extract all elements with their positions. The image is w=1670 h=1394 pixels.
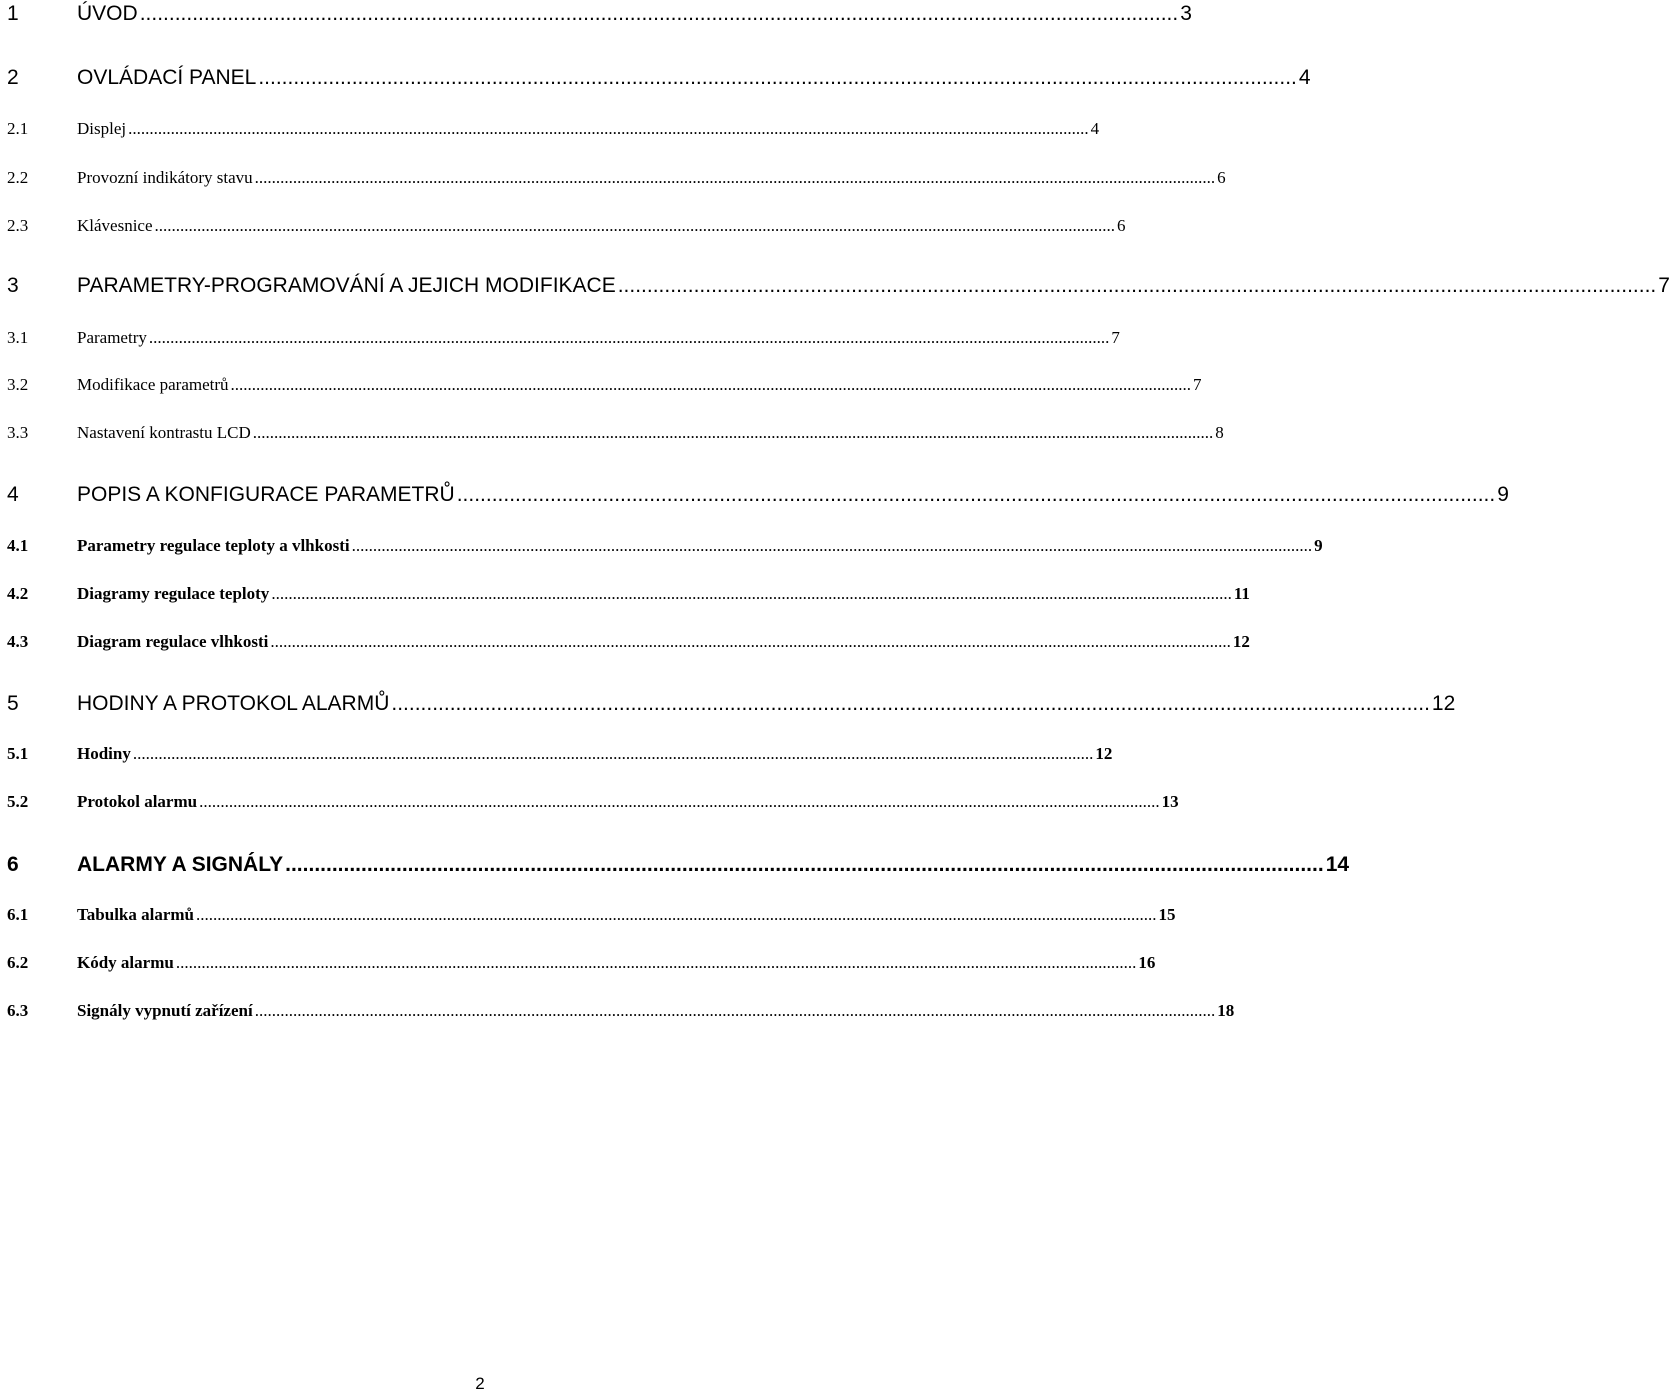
toc-entry-page: 14	[1325, 853, 1350, 876]
page-number: 2	[475, 1374, 485, 1393]
toc-dot-leader: ..................................................................................................................................................................................................................................	[175, 953, 1137, 972]
toc-entry-page: 6	[1217, 168, 1226, 187]
toc-entry-2[interactable]	[7, 66, 1311, 98]
toc-entry-number: 3.2	[7, 375, 29, 394]
toc-entry-page: 4	[1298, 66, 1311, 89]
toc-dot-leader: ..................................................................................................................................................................................	[391, 692, 1430, 715]
toc-dot-leader: ..................................................................................................................................................................................................................................	[154, 216, 1116, 235]
toc-entry-title: Modifikace parametrů	[77, 375, 229, 394]
toc-entry-page: 3	[1180, 2, 1192, 25]
toc-entry-title: Diagramy regulace teploty	[77, 584, 270, 603]
toc-entry-title: Protokol alarmu	[77, 792, 198, 811]
toc-entry-title: POPIS A KONFIGURACE PARAMETRŮ	[77, 483, 455, 506]
toc-dot-leader: ..................................................................................................................................................................................................................................	[351, 536, 1313, 555]
toc-dot-leader: ..................................................................................................................................................................................................................................	[271, 584, 1232, 603]
toc-entry-number: 4	[7, 483, 19, 506]
toc-entry-page: 9	[1497, 483, 1509, 506]
toc-entry-number: 5	[7, 692, 19, 715]
toc-entry-2-1[interactable]	[7, 119, 1100, 147]
toc-dot-leader: ..................................................................................................................................................................................................................................	[254, 168, 1216, 187]
toc-entry-page: 4	[1090, 119, 1100, 138]
toc-entry-4-1[interactable]	[7, 536, 1323, 564]
toc-dot-leader: ..................................................................................................................................................................................................................................	[128, 119, 1089, 138]
toc-dot-leader: ..................................................................................................................................................................................................................................	[252, 423, 1214, 442]
toc-entry-title: Diagram regulace vlhkosti	[77, 632, 269, 651]
toc-entry-6-3[interactable]	[7, 1001, 1235, 1029]
toc-entry-page: 18	[1217, 1001, 1235, 1020]
toc-entry-number: 1	[7, 2, 19, 25]
toc-entry-3-2[interactable]	[7, 375, 1202, 403]
toc-entry-page: 11	[1233, 584, 1250, 603]
toc-entry-number: 4.2	[7, 584, 29, 603]
toc-dot-leader: ..................................................................................................................................................................................................................................	[132, 744, 1094, 763]
toc-entry-number: 5.2	[7, 792, 29, 811]
toc-entry-5-2[interactable]	[7, 792, 1179, 820]
toc-entry-title: Signály vypnutí zařízení	[77, 1001, 253, 1020]
toc-dot-leader: ..................................................................................................................................................................................	[617, 274, 1657, 297]
toc-entry-title: Tabulka alarmů	[77, 905, 194, 924]
toc-entry-page: 6	[1117, 216, 1126, 235]
toc-entry-3-3[interactable]	[7, 423, 1224, 451]
toc-entry-5-1[interactable]	[7, 744, 1113, 772]
toc-entry-number: 3	[7, 274, 19, 297]
toc-dot-leader: ..................................................................................................................................................................................................................................	[199, 792, 1160, 811]
toc-entry-4-2[interactable]	[7, 584, 1250, 612]
toc-entry-number: 3.3	[7, 423, 29, 442]
toc-entry-title: ALARMY A SIGNÁLY	[77, 853, 284, 876]
toc-entry-title: ÚVOD	[77, 2, 138, 25]
toc-dot-leader: ..................................................................................................................................................................................	[258, 66, 1297, 89]
toc-entry-title: Displej	[77, 119, 127, 138]
toc-dot-leader: ..................................................................................................................................................................................................................................	[254, 1001, 1216, 1020]
toc-entry-number: 2.3	[7, 216, 29, 235]
toc-entry-title: PARAMETRY-PROGRAMOVÁNÍ A JEJICH MODIFIKACE	[77, 274, 616, 297]
toc-entry-title: OVLÁDACÍ PANEL	[77, 66, 257, 89]
toc-entry-6[interactable]	[7, 853, 1350, 885]
toc-dot-leader: ..................................................................................................................................................................................................................................	[230, 375, 1192, 394]
toc-entry-page: 7	[1111, 328, 1120, 347]
toc-entry-page: 12	[1095, 744, 1113, 763]
toc-entry-number: 4.3	[7, 632, 29, 651]
toc-entry-page: 9	[1314, 536, 1323, 555]
toc-dot-leader: ..................................................................................................................................................................................................................................	[196, 905, 1157, 924]
toc-entry-number: 6.2	[7, 953, 29, 972]
toc-entry-page: 7	[1193, 375, 1202, 394]
toc-entry-title: Parametry	[77, 328, 147, 347]
toc-entry-number: 6.3	[7, 1001, 29, 1020]
toc-entry-title: Kódy alarmu	[77, 953, 174, 972]
toc-entry-number: 6.1	[7, 905, 29, 924]
toc-dot-leader: ..................................................................................................................................................................................	[285, 853, 1324, 876]
toc-entry-4-3[interactable]	[7, 632, 1250, 660]
toc-entry-6-1[interactable]	[7, 905, 1176, 933]
toc-entry-4[interactable]	[7, 483, 1509, 515]
toc-entry-page: 13	[1161, 792, 1179, 811]
toc-entry-title: Provozní indikátory stavu	[77, 168, 253, 187]
toc-entry-title: Klávesnice	[77, 216, 153, 235]
toc-entry-1[interactable]	[7, 2, 1192, 34]
toc-entry-6-2[interactable]	[7, 953, 1156, 981]
toc-entry-2-2[interactable]	[7, 168, 1226, 196]
toc-entry-number: 4.1	[7, 536, 29, 555]
toc-entry-title: HODINY A PROTOKOL ALARMŮ	[77, 692, 390, 715]
toc-entry-number: 2.1	[7, 119, 29, 138]
toc-entry-page: 7	[1658, 274, 1670, 297]
toc-dot-leader: ..................................................................................................................................................................................................................................	[270, 632, 1231, 651]
toc-entry-page: 12	[1431, 692, 1456, 715]
toc-dot-leader: ..................................................................................................................................................................................	[139, 2, 1179, 25]
toc-entry-3-1[interactable]	[7, 328, 1120, 356]
toc-entry-2-3[interactable]	[7, 216, 1126, 244]
toc-entry-title: Hodiny	[77, 744, 131, 763]
toc-entry-page: 15	[1158, 905, 1176, 924]
toc-entry-5[interactable]	[7, 692, 1456, 724]
toc-entry-page: 12	[1232, 632, 1250, 651]
toc-entry-number: 2	[7, 66, 19, 89]
toc-entry-number: 3.1	[7, 328, 29, 347]
toc-entry-number: 2.2	[7, 168, 29, 187]
toc-entry-number: 6	[7, 853, 19, 876]
toc-entry-title: Nastavení kontrastu LCD	[77, 423, 251, 442]
toc-entry-3[interactable]	[7, 274, 1670, 306]
toc-entry-page: 16	[1138, 953, 1156, 972]
toc-entry-title: Parametry regulace teploty a vlhkosti	[77, 536, 350, 555]
toc-entry-page: 8	[1215, 423, 1224, 442]
toc-dot-leader: ..................................................................................................................................................................................	[456, 483, 1496, 506]
toc-entry-number: 5.1	[7, 744, 29, 763]
toc-dot-leader: ..................................................................................................................................................................................................................................	[148, 328, 1110, 347]
